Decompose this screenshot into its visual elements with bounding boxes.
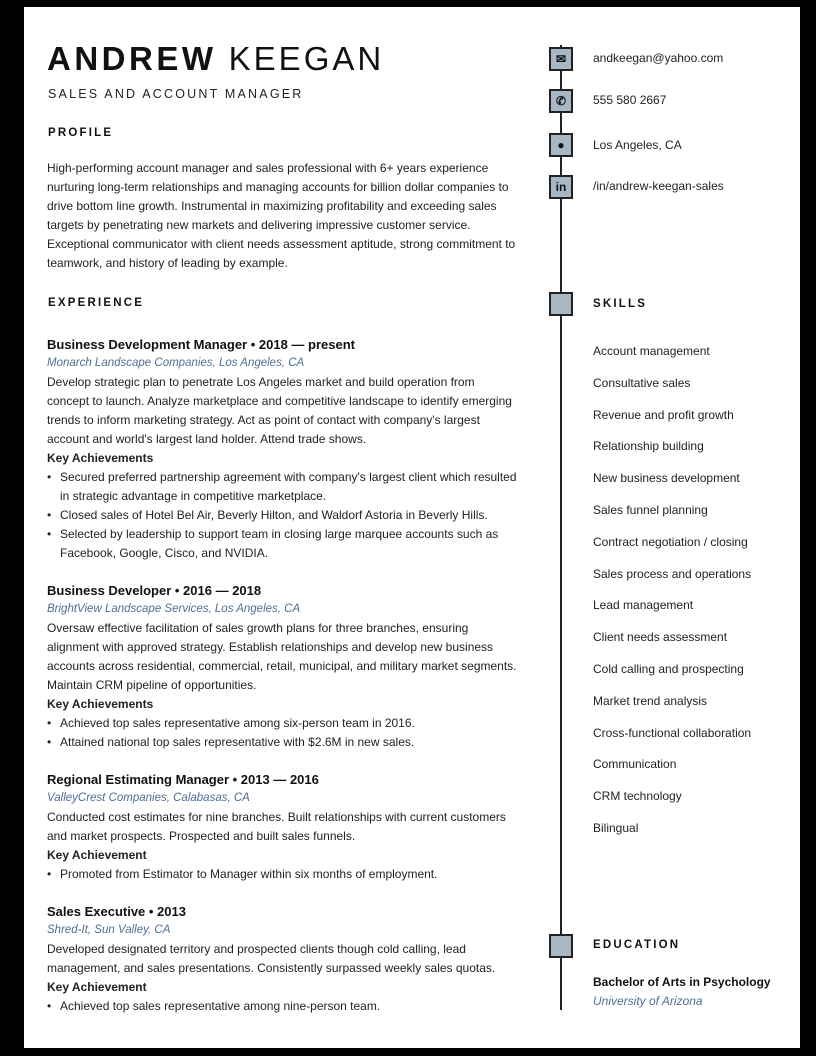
skills-heading: SKILLS — [593, 298, 648, 310]
candidate-title: SALES AND ACCOUNT MANAGER — [48, 87, 304, 101]
skill-item: Sales process and operations — [593, 566, 752, 581]
achievement-item: • Closed sales of Hotel Bel Air, Beverly Hilton, and Waldorf Astoria in Beverly Hills. — [47, 506, 519, 525]
skill-item: CRM technology — [593, 789, 682, 804]
job-description: Conducted cost estimates for nine branches. Built relationships with current customers and market prospects. Prospected and built sales funnels. — [47, 810, 506, 843]
job-title: Business Development Manager • 2018 — present — [47, 337, 355, 352]
job-company: Shred-It, Sun Valley, CA — [47, 924, 171, 936]
job-title: Sales Executive • 2013 — [47, 904, 186, 919]
profile-heading: PROFILE — [48, 127, 114, 139]
skill-item: Account management — [593, 344, 710, 358]
job-entry — [47, 335, 519, 563]
education-heading: EDUCATION — [593, 939, 681, 951]
skill-item: Consultative sales — [593, 375, 691, 390]
achievement-item: • Achieved top sales representative among nine-person team. — [47, 997, 519, 1016]
education-degree: Bachelor of Arts in Psychology — [593, 975, 771, 989]
job-description: Developed designated territory and prospected clients though cold calling, lead management, and sales presentations. Consistently surpassed weekly sales quotas. — [47, 942, 496, 975]
job-entry — [47, 581, 519, 752]
contact-phone: 555 580 2667 — [593, 93, 667, 107]
achievements-list — [47, 997, 519, 1016]
education-marker-icon — [549, 934, 573, 958]
achievements-label: Key Achievements — [47, 451, 154, 465]
location-pin-icon: ● — [549, 133, 573, 157]
skill-item: Bilingual — [593, 820, 639, 835]
skill-item: Lead management — [593, 598, 694, 613]
contact-linkedin[interactable]: /in/andrew-keegan-sales — [593, 179, 724, 193]
achievement-item: • Achieved top sales representative among six-person team in 2016. — [47, 714, 519, 733]
skill-item: Revenue and profit growth — [593, 407, 734, 422]
job-entry — [47, 770, 519, 884]
skill-item: Client needs assessment — [593, 630, 728, 645]
education-school: University of Arizona — [593, 994, 703, 1008]
skill-item: Market trend analysis — [593, 693, 708, 708]
job-company: BrightView Landscape Services, Los Angeles, CA — [47, 603, 301, 615]
skill-item: Contract negotiation / closing — [593, 534, 748, 549]
achievement-item: • Selected by leadership to support team in closing large marquee accounts such as Facebook, Google, Cisco, and NVIDIA. — [47, 525, 519, 563]
contact-email[interactable]: andkeegan@yahoo.com — [593, 51, 724, 65]
skills-list — [593, 336, 751, 845]
email-icon: ✉ — [549, 47, 573, 71]
skill-item: Sales funnel planning — [593, 502, 708, 517]
skill-item: Cold calling and prospecting — [593, 661, 744, 676]
skill-item: New business development — [593, 471, 740, 486]
candidate-name: ANDREW KEEGAN — [47, 40, 385, 77]
contact-location: Los Angeles, CA — [593, 138, 682, 152]
achievement-item: • Promoted from Estimator to Manager within six months of employment. — [47, 865, 519, 884]
skill-item: Relationship building — [593, 439, 704, 454]
job-description: Oversaw effective facilitation of sales growth plans for three branches, ensuring alignment with approved strategy. Establish relationships and develop new business accounts across residential, commercial, retail, municipal, and military market segments. Maintain CRM pipeline of opportunities. — [47, 621, 517, 692]
job-description: Develop strategic plan to penetrate Los Angeles market and build operation from concept to launch. Analyze marketplace and competitive landscape to identify emerging trends to inform marketing strategy. Act as point of contact with company's largest account and world's largest land holder. Attend trade shows. — [47, 375, 512, 446]
job-company: ValleyCrest Companies, Calabasas, CA — [47, 792, 250, 804]
achievement-item: • Attained national top sales representative with $2.6M in new sales. — [47, 733, 519, 752]
profile-text: High-performing account manager and sales professional with 6+ years experience nurturing long-term relationships and managing accounts for billion dollar companies to drive bottom line growth. Instrumental in maximizing profitability and exceeding sales targets by penetrating new markets and delivering impressive customer service. Exceptional communicator with client needs assessment aptitude, strong commitment to teamwork, and history of leading by example. — [47, 161, 516, 270]
job-entry — [47, 902, 519, 1016]
skill-item: Cross-functional collaboration — [593, 725, 752, 740]
achievements-label: Key Achievements — [47, 697, 154, 711]
experience-heading: EXPERIENCE — [48, 297, 145, 309]
achievement-item: • Secured preferred partnership agreement with company's largest client which resulted in strategic advantage in competitive marketplace. — [47, 468, 519, 506]
skills-marker-icon — [549, 292, 573, 316]
achievements-list — [47, 714, 519, 752]
experience-list — [47, 335, 519, 1034]
job-title: Regional Estimating Manager • 2013 — 2016 — [47, 772, 319, 787]
achievements-list — [47, 865, 519, 884]
skill-item: Communication — [593, 757, 677, 772]
achievements-label: Key Achievement — [47, 848, 147, 862]
phone-icon: ✆ — [549, 89, 573, 113]
achievements-list — [47, 468, 519, 563]
job-company: Monarch Landscape Companies, Los Angeles, CA — [47, 357, 305, 369]
achievements-label: Key Achievement — [47, 980, 147, 994]
job-title: Business Developer • 2016 — 2018 — [47, 583, 262, 598]
linkedin-icon: in — [549, 175, 573, 199]
